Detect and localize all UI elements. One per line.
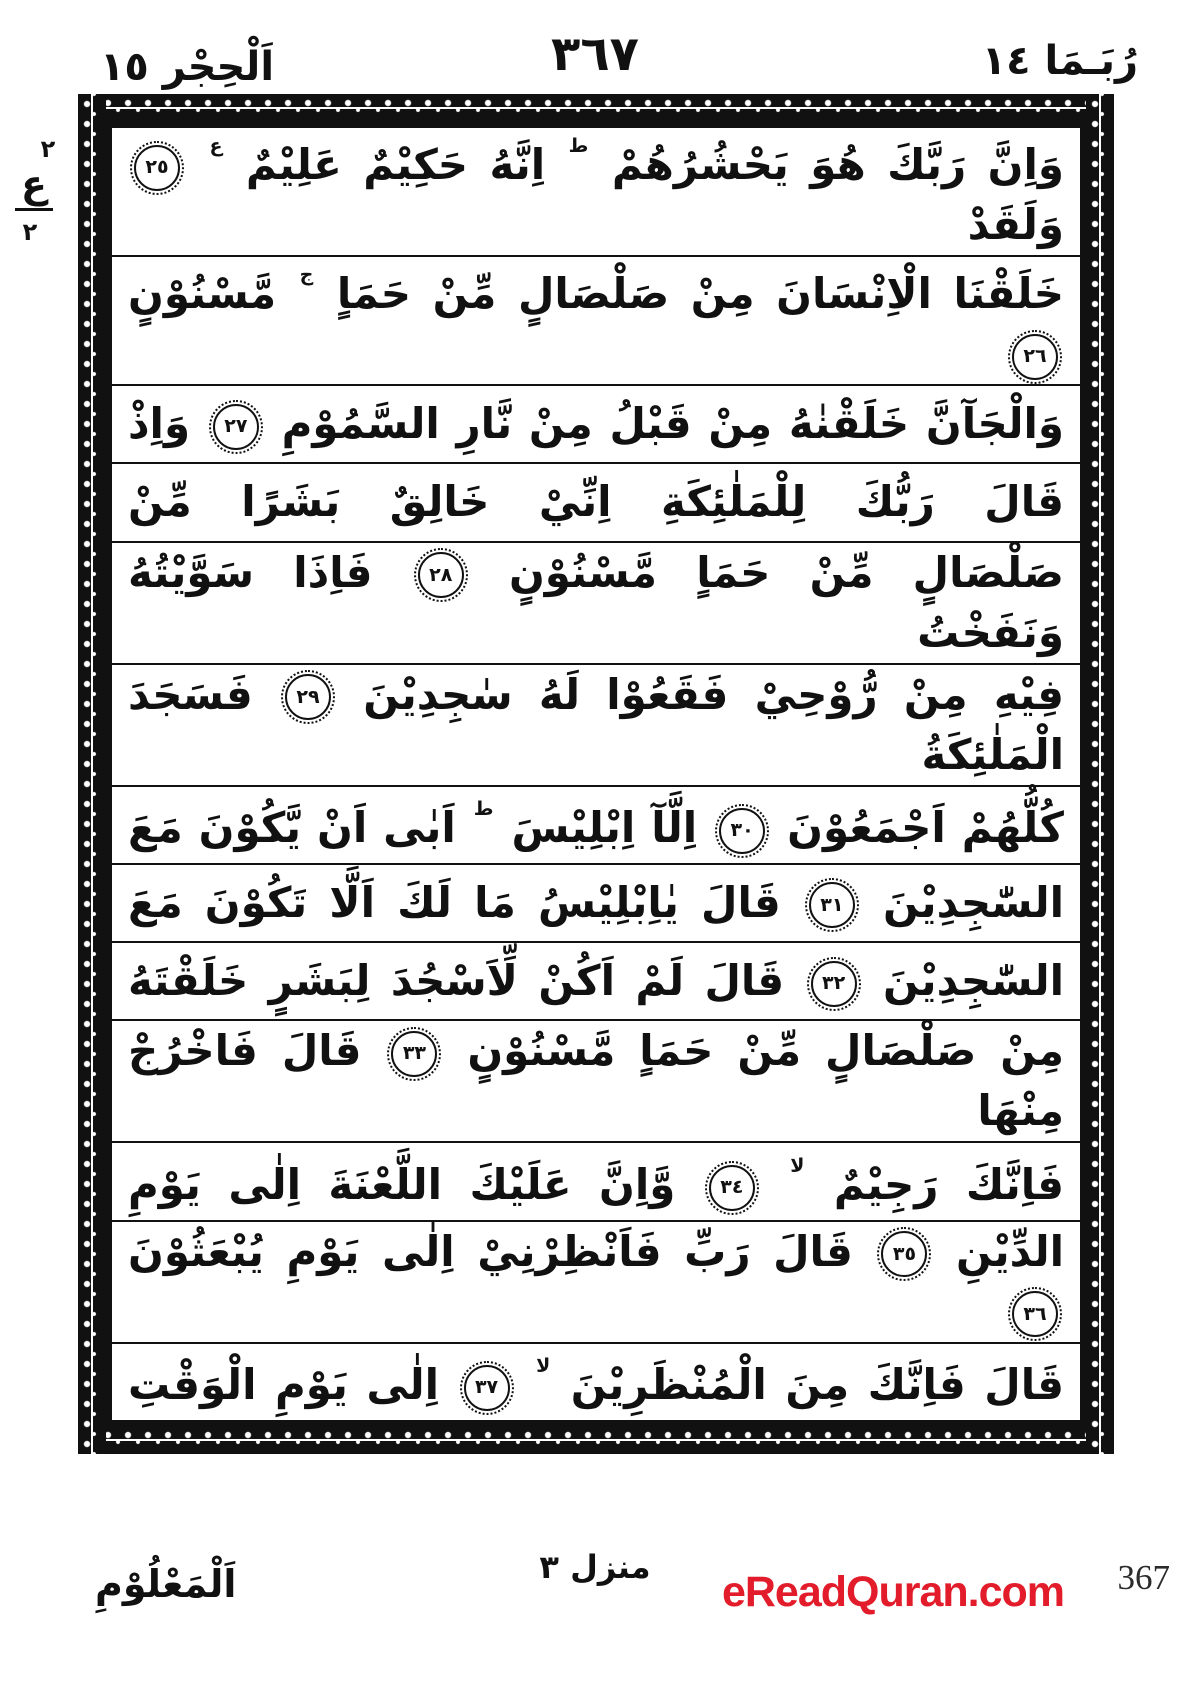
ayah-text: السّٰجِدِيْنَ	[883, 956, 1065, 1006]
quran-line-11	[112, 1141, 1080, 1219]
stop-mark: لا	[536, 1355, 551, 1378]
ayah-text: الدِّيْنِ	[956, 1226, 1065, 1276]
verse-marker: ٣٦	[1012, 1291, 1058, 1337]
ayah-text: قَالَ رَبُّكَ لِلْمَلٰئِكَةِ اِنِّيْ خَالِقٌ بَشَرًا مِّنْ	[128, 477, 1064, 527]
ornamental-frame	[78, 94, 1114, 1454]
frame-border-right	[1086, 94, 1114, 1454]
frame-border-left	[78, 94, 106, 1454]
ayah-text: صَلْصَالٍ مِّنْ حَمَاٍ مَّسْنُوْنٍ	[508, 547, 1064, 597]
ayah-text: السّٰجِدِيْنَ	[883, 877, 1065, 927]
ayah-text: خَلَقْنَا الْاِنْسَانَ مِنْ صَلْصَالٍ مِّنْ حَمَاٍ	[336, 269, 1065, 318]
quran-line-3	[112, 384, 1080, 462]
ayah-text: فَاِذَا سَوَّيْتُهُ وَنَفَخْتُ	[128, 547, 1064, 657]
juz-name-label: رُبَـمَا ١٤	[981, 38, 1138, 84]
catchword-label: اَلْمَعْلُوْمِ	[95, 1562, 237, 1606]
ayah-text: اِلٰى يَوْمِ الْوَقْتِ	[128, 1360, 440, 1410]
ayah-text: وَاِذْ	[128, 399, 191, 449]
ayah-text: اِنَّهُ حَكِيْمٌ عَلِيْمٌ	[245, 140, 546, 189]
quran-line-12	[112, 1220, 1080, 1342]
stop-mark: ع	[209, 135, 223, 157]
quran-lines	[110, 126, 1082, 1422]
ruku-number-top: ٢	[40, 135, 56, 163]
ayah-text: فَاِنَّكَ رَجِيْمٌ	[833, 1160, 1065, 1210]
ayah-text: قَالَ فَاخْرُجْ مِنْهَا	[128, 1026, 1064, 1136]
surah-name-label: اَلْحِجْر ١٥	[100, 44, 275, 90]
quran-line-13	[112, 1342, 1080, 1420]
frame-border-top	[78, 94, 1114, 122]
ayah-text: اَبٰى اَنْ يَّكُوْنَ مَعَ	[128, 803, 456, 853]
verse-marker: ٢٦	[1012, 334, 1058, 380]
ayah-text: وَالْجَآنَّ خَلَقْنٰهُ مِنْ قَبْلُ مِنْ نَّارِ السَّمُوْمِ	[281, 399, 1065, 449]
quran-line-8	[112, 863, 1080, 941]
ayah-text: وَّاِنَّ عَلَيْكَ اللَّعْنَةَ اِلٰى يَوْمِ	[128, 1160, 676, 1210]
quran-line-2	[112, 255, 1080, 384]
ayah-text: قَالَ يٰاِبْلِيْسُ مَا لَكَ اَلَّا تَكُوْنَ مَعَ	[128, 877, 781, 927]
ayah-text: قَالَ رَبِّ فَاَنْظِرْنِيْ اِلٰى يَوْمِ يُبْعَثُوْنَ	[128, 1226, 853, 1276]
stop-mark: ط	[473, 798, 494, 821]
ruku-ain-symbol: ع	[15, 162, 53, 211]
quran-line-4	[112, 462, 1080, 540]
ayah-text: وَلَقَدْ	[967, 200, 1064, 249]
ayah-text: مَّسْنُوْنٍ	[128, 269, 277, 318]
frame-border-bottom	[78, 1426, 1114, 1454]
ayah-text: كُلُّهُمْ اَجْمَعُوْنَ	[787, 803, 1064, 853]
verse-marker: ٢٥	[134, 145, 180, 191]
verse-marker: ٢٩	[285, 674, 331, 720]
page-number-arabic: ٣٦٧	[551, 26, 639, 82]
verse-marker: ٣٢	[811, 961, 857, 1007]
quran-line-6	[112, 663, 1080, 785]
quran-line-1	[112, 128, 1080, 255]
ayah-text: فِيْهِ مِنْ رُّوْحِيْ فَقَعُوْا لَهُ سٰجِدِيْنَ	[363, 669, 1065, 719]
quran-line-7	[112, 785, 1080, 863]
ayah-text: اِلَّآ اِبْلِيْسَ	[511, 803, 698, 853]
ayah-text: مِنْ صَلْصَالٍ مِّنْ حَمَاٍ مَّسْنُوْنٍ	[467, 1026, 1065, 1076]
ayah-text: قَالَ فَاِنَّكَ مِنَ الْمُنْظَرِيْنَ	[570, 1360, 1065, 1410]
quran-line-9	[112, 941, 1080, 1019]
verse-marker: ٣٠	[719, 808, 765, 854]
ayah-text: فَسَجَدَ الْمَلٰئِكَةُ	[128, 669, 1064, 779]
page-number-latin: 367	[1117, 1558, 1170, 1597]
site-watermark: eReadQuran.com	[721, 1568, 1064, 1616]
verse-marker: ٣٧	[464, 1365, 510, 1411]
stop-mark: ج	[299, 264, 314, 286]
verse-marker: ٣٥	[881, 1231, 927, 1277]
verse-marker: ٢٨	[418, 552, 464, 598]
stop-mark: لا	[790, 1155, 805, 1178]
verse-marker: ٣٤	[709, 1165, 755, 1211]
manzil-label: منزل ٣	[539, 1548, 651, 1586]
ayah-text: وَاِنَّ رَبَّكَ هُوَ يَحْشُرُهُمْ	[611, 140, 1065, 189]
verse-marker: ٢٧	[213, 404, 259, 450]
ayah-text: قَالَ لَمْ اَكُنْ لِّاَسْجُدَ لِبَشَرٍ خَلَقْتَهُ	[128, 956, 785, 1006]
verse-marker: ٣١	[809, 882, 855, 928]
quran-line-10	[112, 1019, 1080, 1141]
ruku-marker	[12, 136, 64, 247]
verse-marker: ٣٣	[391, 1031, 437, 1077]
ruku-number-bottom: ٢	[22, 218, 38, 246]
quran-line-5	[112, 541, 1080, 663]
stop-mark: ط	[568, 135, 589, 157]
